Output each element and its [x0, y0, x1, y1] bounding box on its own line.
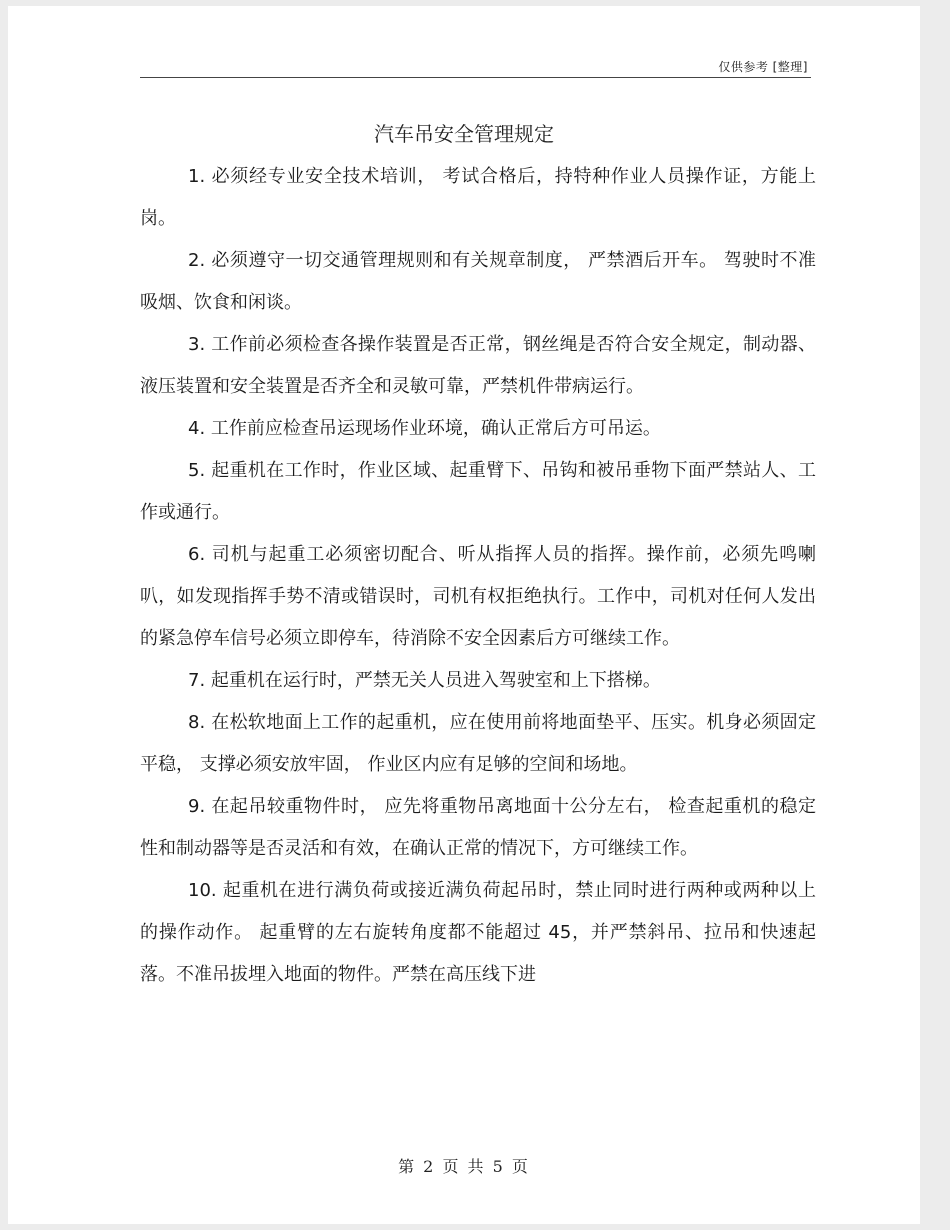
page-number: 第 2 页 共 5 页 — [398, 1157, 530, 1176]
paragraph-9: 9. 在起吊较重物件时， 应先将重物吊离地面十公分左右， 检查起重机的稳定性和制动器等是否灵活和有效，在确认正常的情况下，方可继续工作。 — [140, 796, 816, 859]
header-note: 仅供参考 [整理] — [718, 60, 808, 74]
paragraph-7: 7. 起重机在运行时，严禁无关人员进入驾驶室和上下搭梯。 — [188, 670, 661, 691]
paragraph-5: 5. 起重机在工作时，作业区域、起重臂下、吊钩和被吊垂物下面严禁站人、工作或通行。 — [140, 460, 816, 523]
document-title: 汽车吊安全管理规定 — [374, 122, 554, 146]
paragraph-8: 8. 在松软地面上工作的起重机，应在使用前将地面垫平、压实。机身必须固定平稳， 支撑必须安放牢固， 作业区内应有足够的空间和场地。 — [140, 712, 816, 775]
paragraph-2: 2. 必须遵守一切交通管理规则和有关规章制度， 严禁酒后开车。 驾驶时不准吸烟、饮食和闲谈。 — [140, 250, 816, 313]
paragraph-10: 10. 起重机在进行满负荷或接近满负荷起吊时，禁止同时进行两种或两种以上的操作动作。 起重臂的左右旋转角度都不能超过 45，并严禁斜吊、拉吊和快速起落。不准吊拔埋入地面的物件。严禁在高压线下进 — [140, 880, 816, 985]
paragraph-4: 4. 工作前应检查吊运现场作业环境，确认正常后方可吊运。 — [188, 418, 661, 439]
document-page — [8, 6, 920, 1224]
paragraph-6: 6. 司机与起重工必须密切配合、听从指挥人员的指挥。操作前，必须先鸣喇叭，如发现指挥手势不清或错误时，司机有权拒绝执行。工作中，司机对任何人发出的紧急停车信号必须立即停车，待消除不安全因素后方可继续工作。 — [140, 544, 816, 649]
paragraph-3: 3. 工作前必须检查各操作装置是否正常，钢丝绳是否符合安全规定，制动器、液压装置和安全装置是否齐全和灵敏可靠，严禁机件带病运行。 — [140, 334, 816, 397]
header-divider — [140, 77, 811, 78]
paragraph-1: 1. 必须经专业安全技术培训， 考试合格后，持特种作业人员操作证，方能上岗。 — [140, 166, 816, 229]
document-body — [140, 156, 816, 996]
